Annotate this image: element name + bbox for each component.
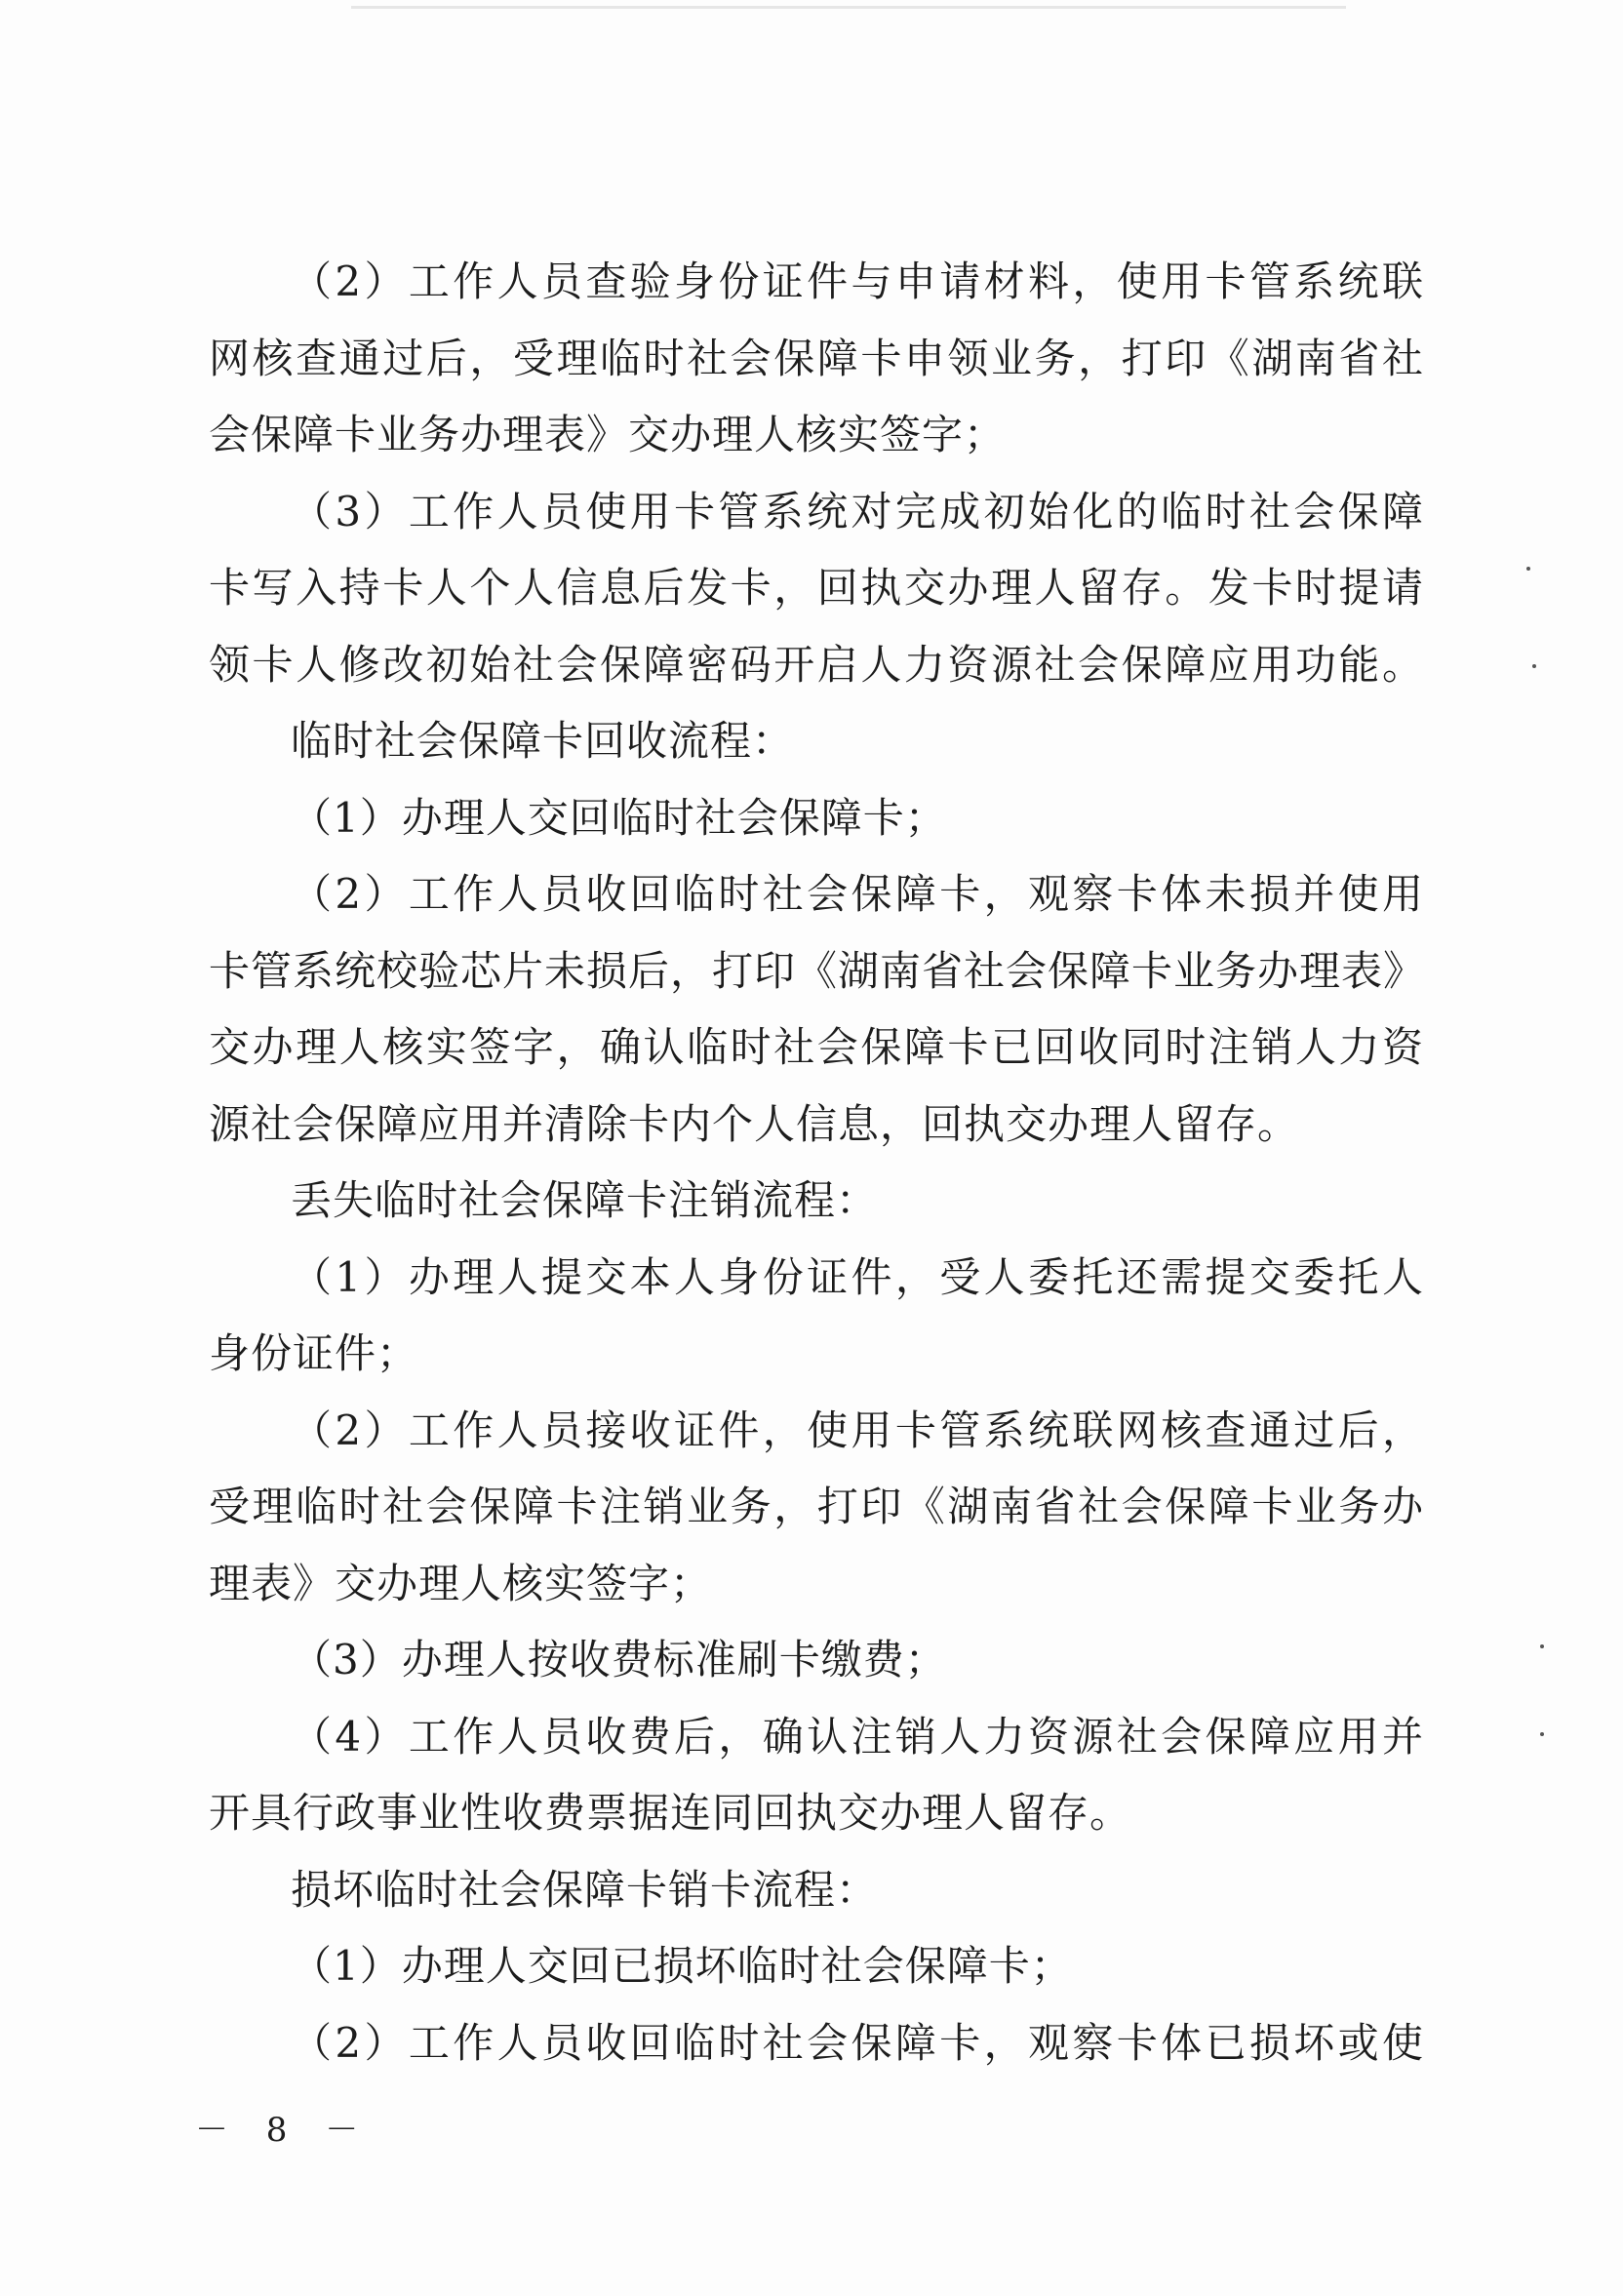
paragraph-line: 网核查通过后，受理临时社会保障卡申领业务，打印《湖南省社 — [209, 334, 1424, 382]
paragraph-line: （2）工作人员收回临时社会保障卡，观察卡体已损坏或使 — [291, 2018, 1424, 2067]
binding-hole-mark — [1532, 664, 1536, 668]
binding-hole-mark — [1540, 1644, 1544, 1648]
paragraph-line: （1）办理人提交本人身份证件，受人委托还需提交委托人 — [291, 1252, 1424, 1301]
body-text — [209, 244, 1424, 2081]
paragraph-line: 领卡人修改初始社会保障密码开启人力资源社会保障应用功能。 — [209, 640, 1424, 689]
paragraph-line: 开具行政事业性收费票据连同回执交办理人留存。 — [209, 1789, 1132, 1837]
section-heading: 损坏临时社会保障卡销卡流程： — [291, 1865, 879, 1914]
paragraph-line: （1）办理人交回已损坏临时社会保障卡； — [291, 1942, 1073, 1990]
binding-hole-mark — [1526, 567, 1530, 571]
section-heading: 临时社会保障卡回收流程： — [291, 717, 795, 765]
binding-hole-mark — [1540, 1732, 1544, 1736]
paragraph-line: （2）工作人员收回临时社会保障卡，观察卡体未损并使用 — [291, 870, 1424, 918]
paragraph-line: 理表》交办理人核实签字； — [209, 1559, 713, 1607]
paragraph-line: 身份证件； — [209, 1329, 419, 1377]
scan-edge-artifact — [351, 6, 1346, 9]
paragraph-line: （3）工作人员使用卡管系统对完成初始化的临时社会保障 — [291, 487, 1424, 535]
paragraph-line: （3）办理人按收费标准刷卡缴费； — [291, 1636, 947, 1683]
paragraph-line: （2）工作人员接收证件，使用卡管系统联网核查通过后， — [291, 1405, 1424, 1454]
paragraph-line: （1）办理人交回临时社会保障卡； — [291, 793, 947, 842]
paragraph-line: 交办理人核实签字，确认临时社会保障卡已回收同时注销人力资 — [209, 1023, 1424, 1071]
paragraph-line: 卡写入持卡人个人信息后发卡，回执交办理人留存。发卡时提请 — [209, 564, 1424, 612]
paragraph-line: 会保障卡业务办理表》交办理人核实签字； — [209, 411, 1007, 458]
paragraph-line: （2）工作人员查验身份证件与申请材料，使用卡管系统联 — [291, 257, 1424, 305]
paragraph-line: 受理临时社会保障卡注销业务，打印《湖南省社会保障卡业务办 — [209, 1483, 1424, 1530]
paragraph-line: 源社会保障应用并清除卡内个人信息，回执交办理人留存。 — [209, 1099, 1300, 1148]
paragraph-line: 卡管系统校验芯片未损后，打印《湖南省社会保障卡业务办理表》 — [209, 946, 1426, 995]
section-heading: 丢失临时社会保障卡注销流程： — [291, 1176, 879, 1224]
page-number: － 8 － — [195, 2111, 373, 2150]
paragraph-line: （4）工作人员收费后，确认注销人力资源社会保障应用并 — [291, 1712, 1424, 1761]
